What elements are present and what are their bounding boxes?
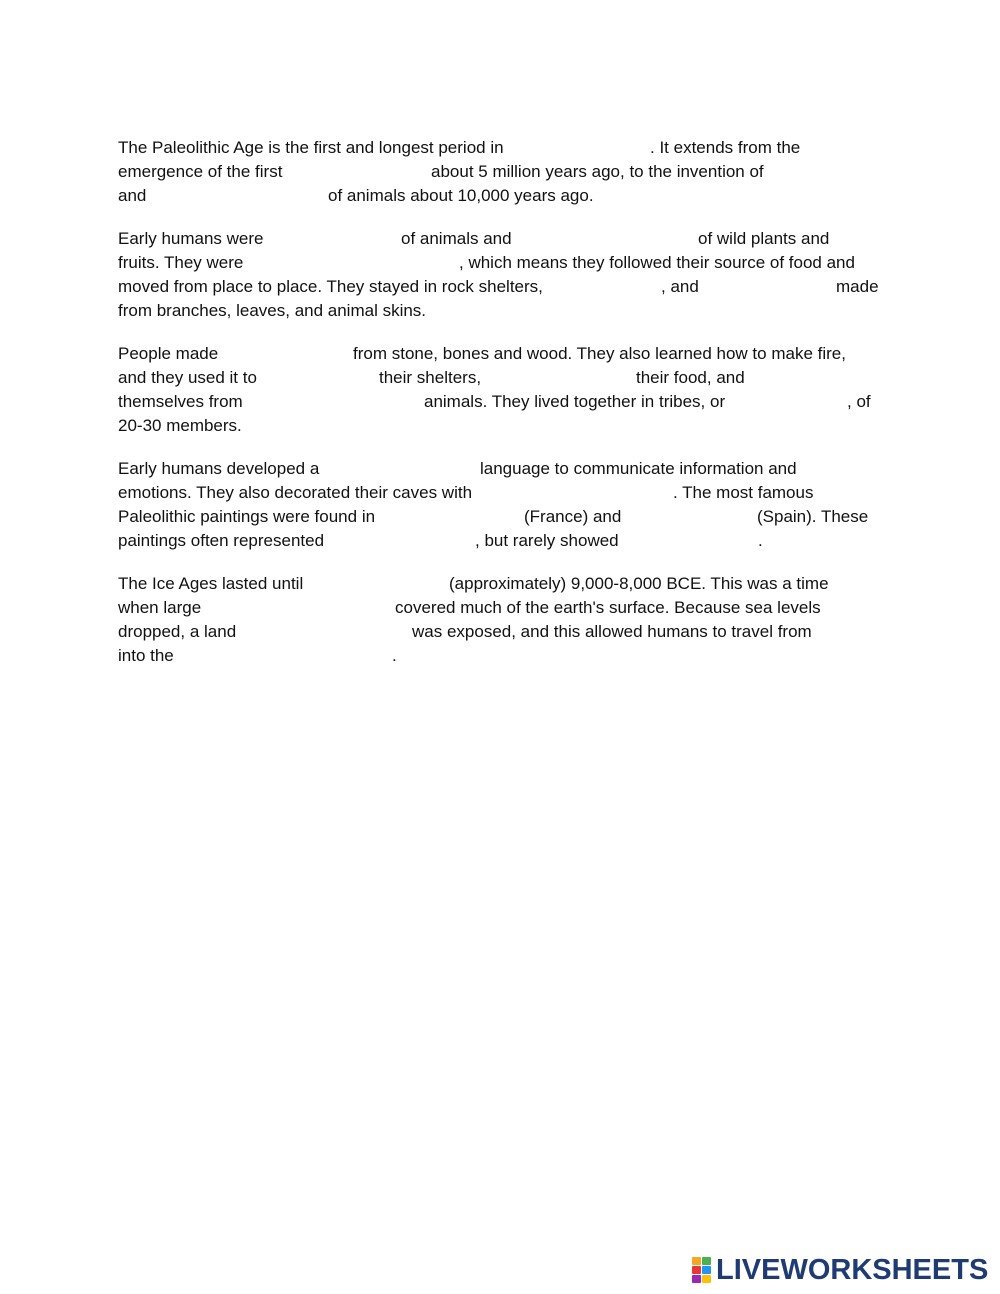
liveworksheets-logo [692, 1254, 988, 1286]
answer-blank[interactable] [570, 277, 656, 297]
text-segment: The Paleolithic Age is the first and longest period in [118, 138, 504, 157]
text-segment: . [392, 646, 397, 665]
text-segment: People made [118, 344, 219, 363]
text-segment: from branches, leaves, and animal skins. [118, 301, 427, 320]
text-segment: themselves from [118, 392, 243, 411]
text-segment: covered much of the earth's surface. Because sea levels [395, 598, 821, 617]
answer-blank[interactable] [268, 368, 373, 388]
text-segment: , but rarely showed [475, 531, 619, 550]
text-segment: about 5 million years ago, to the invention of [431, 162, 764, 181]
text-segment: into the [118, 646, 174, 665]
text-segment: 20-30 members. [118, 416, 242, 435]
answer-blank[interactable] [254, 253, 454, 273]
paragraph-4-line-4 [118, 529, 898, 553]
text-segment: . The most famous [673, 483, 814, 502]
paragraph-4-line-2 [118, 481, 898, 505]
paragraph-5-line-2 [118, 596, 898, 620]
text-segment: (Spain). These [757, 507, 869, 526]
answer-blank[interactable] [522, 229, 694, 249]
answer-blank[interactable] [394, 507, 519, 527]
text-segment: their shelters, [379, 368, 482, 387]
answer-blank[interactable] [212, 598, 392, 618]
text-segment: . It extends from the [650, 138, 801, 157]
paragraph-3-line-4 [118, 414, 898, 438]
paragraph-2-line-2 [118, 251, 898, 275]
text-segment: of wild plants and [698, 229, 830, 248]
text-segment: when large [118, 598, 202, 617]
answer-blank[interactable] [228, 344, 348, 364]
paragraph-5-line-4 [118, 644, 898, 668]
answer-blank[interactable] [296, 162, 426, 182]
answer-blank[interactable] [632, 531, 754, 551]
text-segment: language to communicate information and [480, 459, 797, 478]
answer-blank[interactable] [490, 368, 630, 388]
text-segment: fruits. They were [118, 253, 244, 272]
answer-blank[interactable] [248, 622, 408, 642]
answer-blank[interactable] [530, 138, 648, 158]
answer-blank[interactable] [276, 229, 396, 249]
answer-blank[interactable] [340, 531, 472, 551]
liveworksheets-logo-icon [692, 1257, 712, 1283]
text-segment: , of [847, 392, 871, 411]
text-segment: and [118, 186, 147, 205]
text-segment: emergence of the first [118, 162, 283, 181]
paragraph-3-line-2 [118, 366, 898, 390]
text-segment: (France) and [524, 507, 622, 526]
text-segment: Paleolithic paintings were found in [118, 507, 376, 526]
answer-blank[interactable] [153, 186, 323, 206]
answer-blank[interactable] [498, 483, 668, 503]
text-segment: Early humans developed a [118, 459, 320, 478]
paragraph-5-line-3 [118, 620, 898, 644]
text-segment: . [758, 531, 763, 550]
text-segment: (approximately) 9,000-8,000 BCE. This was a time [449, 574, 829, 593]
answer-blank[interactable] [254, 392, 419, 412]
paragraph-1-line-3 [118, 184, 898, 208]
paragraph-1-line-2 [118, 160, 898, 184]
text-segment: , and [661, 277, 699, 296]
text-segment: made [836, 277, 879, 296]
text-segment: was exposed, and this allowed humans to travel from [412, 622, 812, 641]
answer-blank[interactable] [336, 459, 476, 479]
answer-blank[interactable] [708, 277, 828, 297]
text-segment: Early humans were [118, 229, 264, 248]
text-segment: dropped, a land [118, 622, 237, 641]
paragraph-2-line-1 [118, 227, 898, 251]
paragraph-3-line-3 [118, 390, 898, 414]
paragraph-4-line-1 [118, 457, 898, 481]
text-segment: of animals and [401, 229, 512, 248]
paragraph-2-line-4 [118, 299, 898, 323]
paragraph-3-line-1 [118, 342, 898, 366]
paragraph-5-line-1 [118, 572, 898, 596]
answer-blank[interactable] [632, 507, 752, 527]
text-segment: of animals about 10,000 years ago. [328, 186, 594, 205]
text-segment: The Ice Ages lasted until [118, 574, 304, 593]
answer-blank[interactable] [758, 368, 878, 388]
paragraph-2-line-3 [118, 275, 898, 299]
text-segment: paintings often represented [118, 531, 325, 550]
answer-blank[interactable] [320, 574, 445, 594]
text-segment: emotions. They also decorated their caves with [118, 483, 473, 502]
text-segment: and they used it to [118, 368, 257, 387]
paragraph-1-line-1 [118, 136, 898, 160]
text-segment: their food, and [636, 368, 745, 387]
paragraph-4-line-3 [118, 505, 898, 529]
answer-blank[interactable] [182, 646, 387, 666]
text-segment: animals. They lived together in tribes, or [424, 392, 726, 411]
text-segment: moved from place to place. They stayed in rock shelters, [118, 277, 543, 296]
text-segment: , which means they followed their source of food and [459, 253, 855, 272]
answer-blank[interactable] [748, 392, 843, 412]
text-segment: from stone, bones and wood. They also learned how to make fire, [353, 344, 846, 363]
logo-text: LIVEWORKSHEETS [716, 1253, 989, 1286]
